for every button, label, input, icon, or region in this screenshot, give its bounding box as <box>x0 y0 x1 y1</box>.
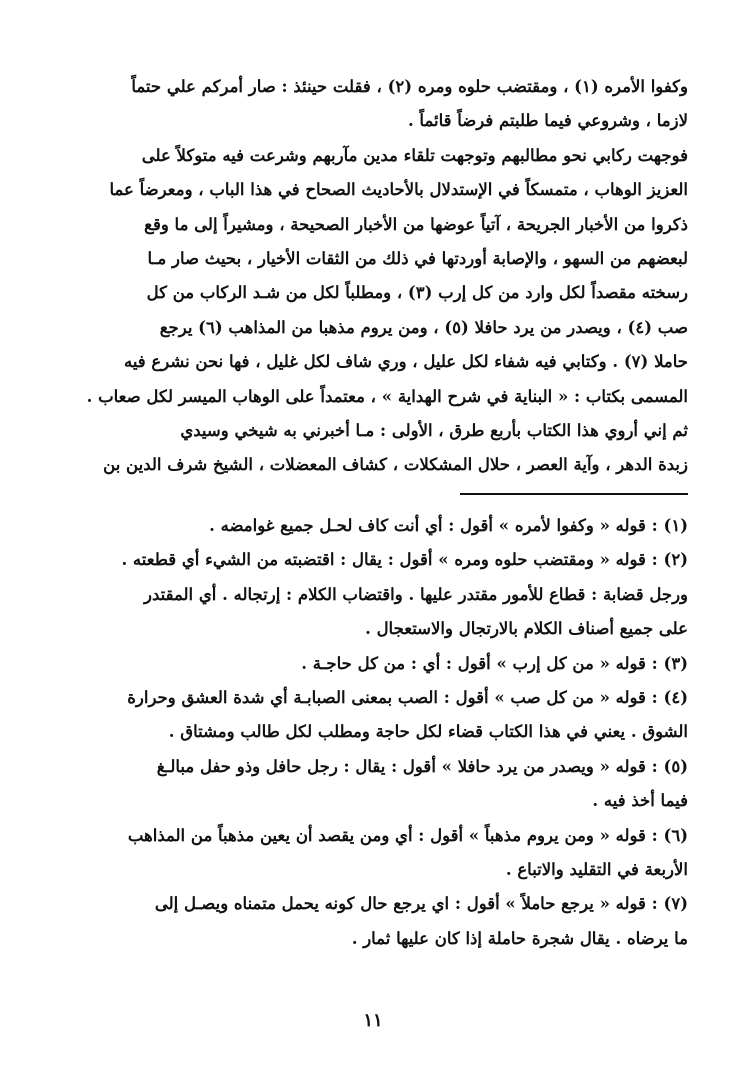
footnote-line: (٤) : قوله « من كل صب » أقول : الصب بمعنى الصبابـة أي شدة العشق وحرارة <box>127 687 688 707</box>
footnote-line: الشوق . يعني في هذا الكتاب قضاء لكل حاجة ومطلب لكل طالب ومشتاق . <box>168 722 688 742</box>
footnote-line: على جميع أصناف الكلام بالارتجال والاستعجال . <box>365 619 688 639</box>
text-line: لبعضهم من السهو ، والإصابة أوردتها في ذلك من الثقات الأخيار ، بحيث صار مـا <box>147 249 688 269</box>
text-line: ذكروا من الأخبار الجريحة ، آتياً عوضها من الأخبار الصحيحة ، ومشيراً إلى ما وقع <box>144 214 688 234</box>
footnote-line: (٥) : قوله « ويصدر من يرد حافلا » أقول : يقال : رجل حافل وذو حفل مبالـغ <box>156 756 688 776</box>
footnote-line: ما يرضاه . يقال شجرة حاملة إذا كان عليها ثمار . <box>351 928 688 948</box>
footnote-line: فيما أخذ فيه . <box>592 791 688 811</box>
text-line: فوجهت ركابي نحو مطالبهم وتوجهت تلقاء مدين مآربهم وشرعت فيه متوكلاً على <box>141 145 688 165</box>
text-line: رسخته مقصداً لكل وارد من كل إرب (٣) ، ومطلباً لكل من شـد الركاب من كل <box>146 283 688 303</box>
footnote-line: (٧) : قوله « يرجع حاملاً » أقول : اي يرجع حال كونه يحمل متمناه ويصـل إلى <box>154 894 688 914</box>
text-line: حاملا (٧) . وكتابي فيه شفاء لكل عليل ، وري شاف لكل غليل ، فها نحن نشرع فيه <box>123 352 688 372</box>
text-line: صب (٤) ، ويصدر من يرد حافلا (٥) ، ومن يروم مذهبا من المذاهب (٦) يرجع <box>159 317 688 337</box>
footnote-separator <box>460 493 688 495</box>
text-line: العزيز الوهاب ، متمسكاً في الإستدلال بالأحاديث الصحاح في هذا الباب ، ومعرضاً عما <box>109 180 688 200</box>
main-text <box>62 70 688 483</box>
footnote-line: (١) : قوله « وكفوا لأمره » أقول : أي أنت كاف لحـل جميع غوامضه . <box>209 515 688 535</box>
footnote-line: (٣) : قوله « من كل إرب » أقول : أي : من كل حاجـة . <box>301 653 688 673</box>
text-line: المسمى بكتاب : « البناية في شرح الهداية » ، معتمداً على الوهاب الميسر لكل صعاب . <box>86 386 688 406</box>
text-line: ثم إني أروي هذا الكتاب بأربع طرق ، الأولى : مـا أخبرني به شيخي وسيدي <box>180 421 688 441</box>
page-number: ١١ <box>363 1010 383 1031</box>
footnote-line: (٢) : قوله « ومقتضب حلوه ومره » أقول : يقال : اقتضبته من الشيء أي قطعته . <box>121 550 688 570</box>
text-line: زبدة الدهر ، وآية العصر ، حلال المشكلات ، كشاف المعضلات ، الشيخ شرف الدين بن <box>103 455 688 475</box>
footnote-line: ورجل قضابة : قطاع للأمور مقتدر عليها . واقتضاب الكلام : إرتجاله . أي المقتدر <box>144 584 688 604</box>
text-line: وكفوا الأمره (١) ، ومقتضب حلوه ومره (٢) ، فقلت حينئذ : صار أمركم علي حتماً <box>131 77 688 96</box>
footnote-line: الأربعة في التقليد والاتباع . <box>505 859 688 879</box>
text-line: لازما ، وشروعي فيما طلبتم فرضاً قائماً . <box>407 111 688 131</box>
footnote-line: (٦) : قوله « ومن يروم مذهباً » أقول : أي ومن يقصد أن يعين مذهباً من المذاهب <box>127 825 688 845</box>
footnotes <box>62 509 688 956</box>
